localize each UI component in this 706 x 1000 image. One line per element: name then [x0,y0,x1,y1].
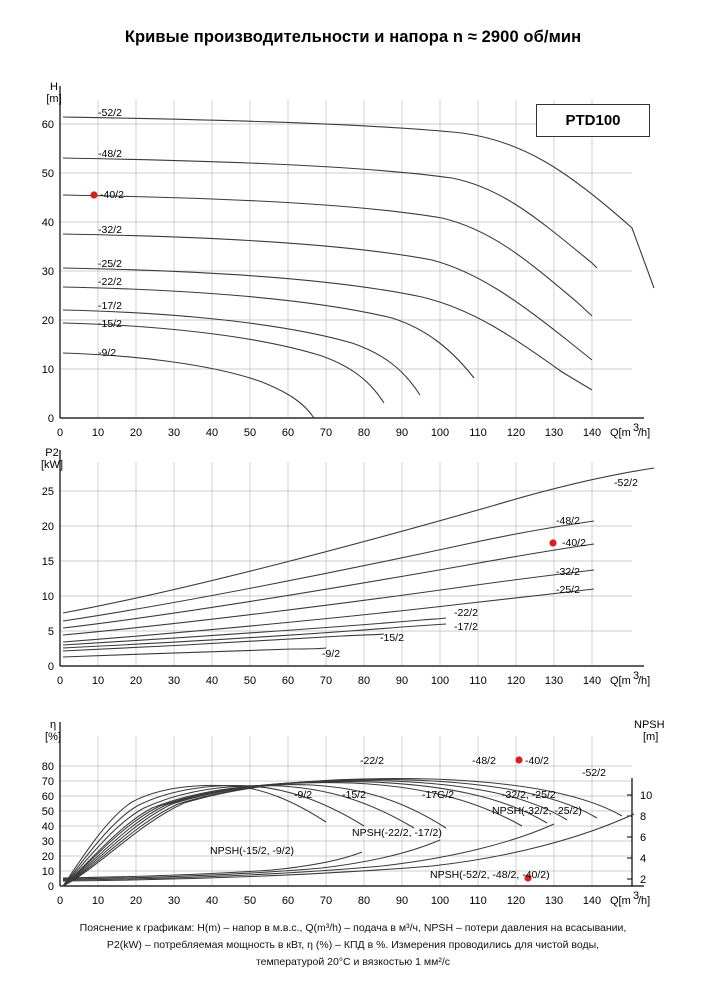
axis-label-eta-x-tail: /h] [638,895,651,907]
footer-line-1: Пояснение к графикам: H(m) – напор в м.в.с., Q(m³/h) – подача в м³/ч, NPSH – потери давления на всасывании, [79,922,627,934]
ytick-eta-70: 70 [41,776,54,788]
curve-label-h-52: -52/2 [98,107,122,119]
curve-label-eta-32-25: -32/2, -25/2 [502,789,556,801]
xtick-p2-30: 30 [167,675,181,687]
axis-label-p2-symbol: P2 [45,448,59,459]
ytick-p2-10: 10 [41,591,54,603]
ytick-p2-15: 15 [41,556,54,568]
curve-label-h-15: -15/2 [98,318,122,330]
xtick-p2-70: 70 [319,675,333,687]
xtick-p2-60: 60 [281,675,295,687]
xtick-h-130: 130 [544,427,564,439]
xtick-p2-50: 50 [243,675,257,687]
ytick-h-10: 10 [41,364,54,376]
xtick-h-100: 100 [430,427,450,439]
operating-point-marker-p2 [549,539,556,546]
curve-label-p2-9: -9/2 [322,648,341,660]
ytick-h-0: 0 [47,413,54,425]
curve-label-p2-40: -40/2 [562,537,586,549]
ytick2-npsh-2: 2 [640,874,647,886]
axis-label-p2-x-sup: 3 [633,670,640,682]
ytick2-npsh-10: 10 [640,790,653,802]
h-curves [63,117,654,418]
xtick-eta-0: 0 [56,895,64,907]
chart-eta-svg [22,718,684,908]
axis-label-h-x: Q[m [610,427,631,439]
xtick-eta-120: 120 [506,895,526,907]
model-badge: PTD100 [536,104,650,137]
curve-label-npsh-22-17: NPSH(-22/2, -17/2) [352,827,442,839]
axis-label-eta-symbol: η [49,719,57,731]
axis-label-eta-unit: [%] [45,731,61,743]
xtick-eta-90: 90 [395,895,409,907]
xtick-eta-80: 80 [357,895,371,907]
footer-line-3: температурой 20°C и вязкостью 1 мм²/с [255,956,451,968]
ytick-p2-0: 0 [47,661,54,673]
xtick-h-110: 110 [469,427,487,439]
ytick-eta-40: 40 [41,821,54,833]
xtick-h-50: 50 [243,427,257,439]
xtick-h-40: 40 [205,427,219,439]
ytick2-npsh-6: 6 [640,832,647,844]
grid-lines [60,100,632,418]
curve-label-p2-17: -17/2 [454,621,478,633]
ytick-eta-30: 30 [41,836,54,848]
axis-label-h-x-tail: /h] [638,427,651,439]
curve-label-h-32: -32/2 [98,224,122,236]
axis-label-npsh-unit: [m] [643,731,659,743]
axis-label-h-symbol: H [50,81,58,93]
ytick-eta-10: 10 [41,866,54,878]
p2-curves [63,468,654,657]
xtick-h-20: 20 [129,427,143,439]
xtick-eta-60: 60 [281,895,295,907]
xtick-h-120: 120 [506,427,526,439]
curve-label-eta-48: -48/2 [472,755,496,767]
curve-label-h-17: -17/2 [98,300,122,312]
curve-label-h-40: -40/2 [100,189,124,201]
chart-p2-svg [22,448,684,698]
xtick-h-70: 70 [319,427,333,439]
curve-label-eta-40: -40/2 [525,755,549,767]
xtick-eta-130: 130 [544,895,564,907]
xtick-h-140: 140 [582,427,602,439]
ytick-p2-5: 5 [47,626,54,638]
curve-label-p2-48: -48/2 [556,515,580,527]
curve-label-eta-52: -52/2 [582,767,606,779]
ytick-h-30: 30 [41,266,54,278]
curve-label-p2-52: -52/2 [614,477,638,489]
chart-p2-panel [22,448,684,698]
curve-label-p2-22: -22/2 [454,607,478,619]
axis-label-p2-x-tail: /h] [638,675,651,687]
xtick-eta-20: 20 [129,895,143,907]
ytick-eta-60: 60 [41,791,54,803]
ytick-eta-50: 50 [41,806,54,818]
ytick-p2-25: 25 [41,486,54,498]
xtick-h-60: 60 [281,427,295,439]
ytick-eta-80: 80 [41,761,54,773]
ytick-h-60: 60 [41,119,54,131]
ytick-eta-0: 0 [47,881,54,893]
ytick-h-50: 50 [41,168,54,180]
curve-label-p2-32: -32/2 [556,566,580,578]
axis-label-h-unit: [m] [46,93,62,105]
xtick-p2-0: 0 [56,675,64,687]
footer-line-2: P2(kW) – потребляемая мощность в кВт, η (%) – КПД в %. Измерения проводились для чистой воды, [106,939,600,951]
curve-label-eta-22: -22/2 [360,755,384,767]
xtick-eta-100: 100 [430,895,450,907]
curve-label-p2-15: -15/2 [380,632,404,644]
ytick-h-40: 40 [41,217,54,229]
xtick-eta-40: 40 [205,895,219,907]
axis-lines-p2 [60,450,644,666]
xtick-h-30: 30 [167,427,181,439]
operating-point-marker-eta [515,756,522,763]
ytick-p2-20: 20 [41,521,54,533]
xtick-p2-90: 90 [395,675,409,687]
xtick-h-10: 10 [91,427,105,439]
axis-label-eta-x-sup: 3 [633,890,640,902]
curve-label-npsh-32-25: NPSH(-32/2, -25/2) [492,805,582,817]
curve-label-eta-9: -9/2 [294,789,313,801]
page-title: Кривые производительности и напора n ≈ 2900 об/мин [124,28,582,46]
axis-label-p2-x: Q[m [610,675,631,687]
curve-label-npsh-15-9: NPSH(-15/2, -9/2) [210,845,295,857]
curve-label-h-9: -9/2 [98,347,117,359]
curve-label-h-48: -48/2 [98,148,122,160]
curve-label-eta-17g: -17G/2 [422,789,455,801]
xtick-p2-140: 140 [582,675,602,687]
ytick-eta-20: 20 [41,851,54,863]
xtick-p2-80: 80 [357,675,371,687]
xtick-p2-130: 130 [544,675,564,687]
right-axis-ticks [627,795,632,879]
xtick-eta-30: 30 [167,895,181,907]
curve-label-eta-15: -15/2 [342,789,366,801]
footer-note [0,920,706,971]
xtick-p2-100: 100 [430,675,450,687]
curve-label-h-25: -25/2 [98,258,122,270]
xtick-p2-40: 40 [205,675,219,687]
xtick-h-80: 80 [357,427,371,439]
xtick-p2-120: 120 [506,675,526,687]
curve-label-p2-25: -25/2 [556,584,580,596]
ytick2-npsh-4: 4 [640,853,647,865]
curve-label-h-22: -22/2 [98,276,122,288]
axis-label-h-x-sup: 3 [633,422,640,434]
xtick-h-90: 90 [395,427,409,439]
xtick-p2-10: 10 [91,675,105,687]
xtick-h-0: 0 [56,427,64,439]
xtick-p2-110: 110 [469,675,487,687]
curve-label-npsh-52-48-40: NPSH(-52/2, -48/2, -40/2) [430,869,550,881]
xtick-eta-70: 70 [319,895,333,907]
xtick-p2-20: 20 [129,675,143,687]
operating-point-marker-h [90,191,97,198]
ytick2-npsh-8: 8 [640,811,647,823]
axis-label-p2-unit: [kW] [41,459,63,471]
chart-eta-npsh-panel [22,718,684,908]
xtick-eta-50: 50 [243,895,257,907]
xtick-eta-10: 10 [91,895,105,907]
xtick-eta-140: 140 [582,895,602,907]
ytick-h-20: 20 [41,315,54,327]
xtick-eta-110: 110 [469,895,487,907]
axis-label-eta-x: Q[m [610,895,631,907]
axis-label-npsh-symbol: NPSH [634,719,665,731]
